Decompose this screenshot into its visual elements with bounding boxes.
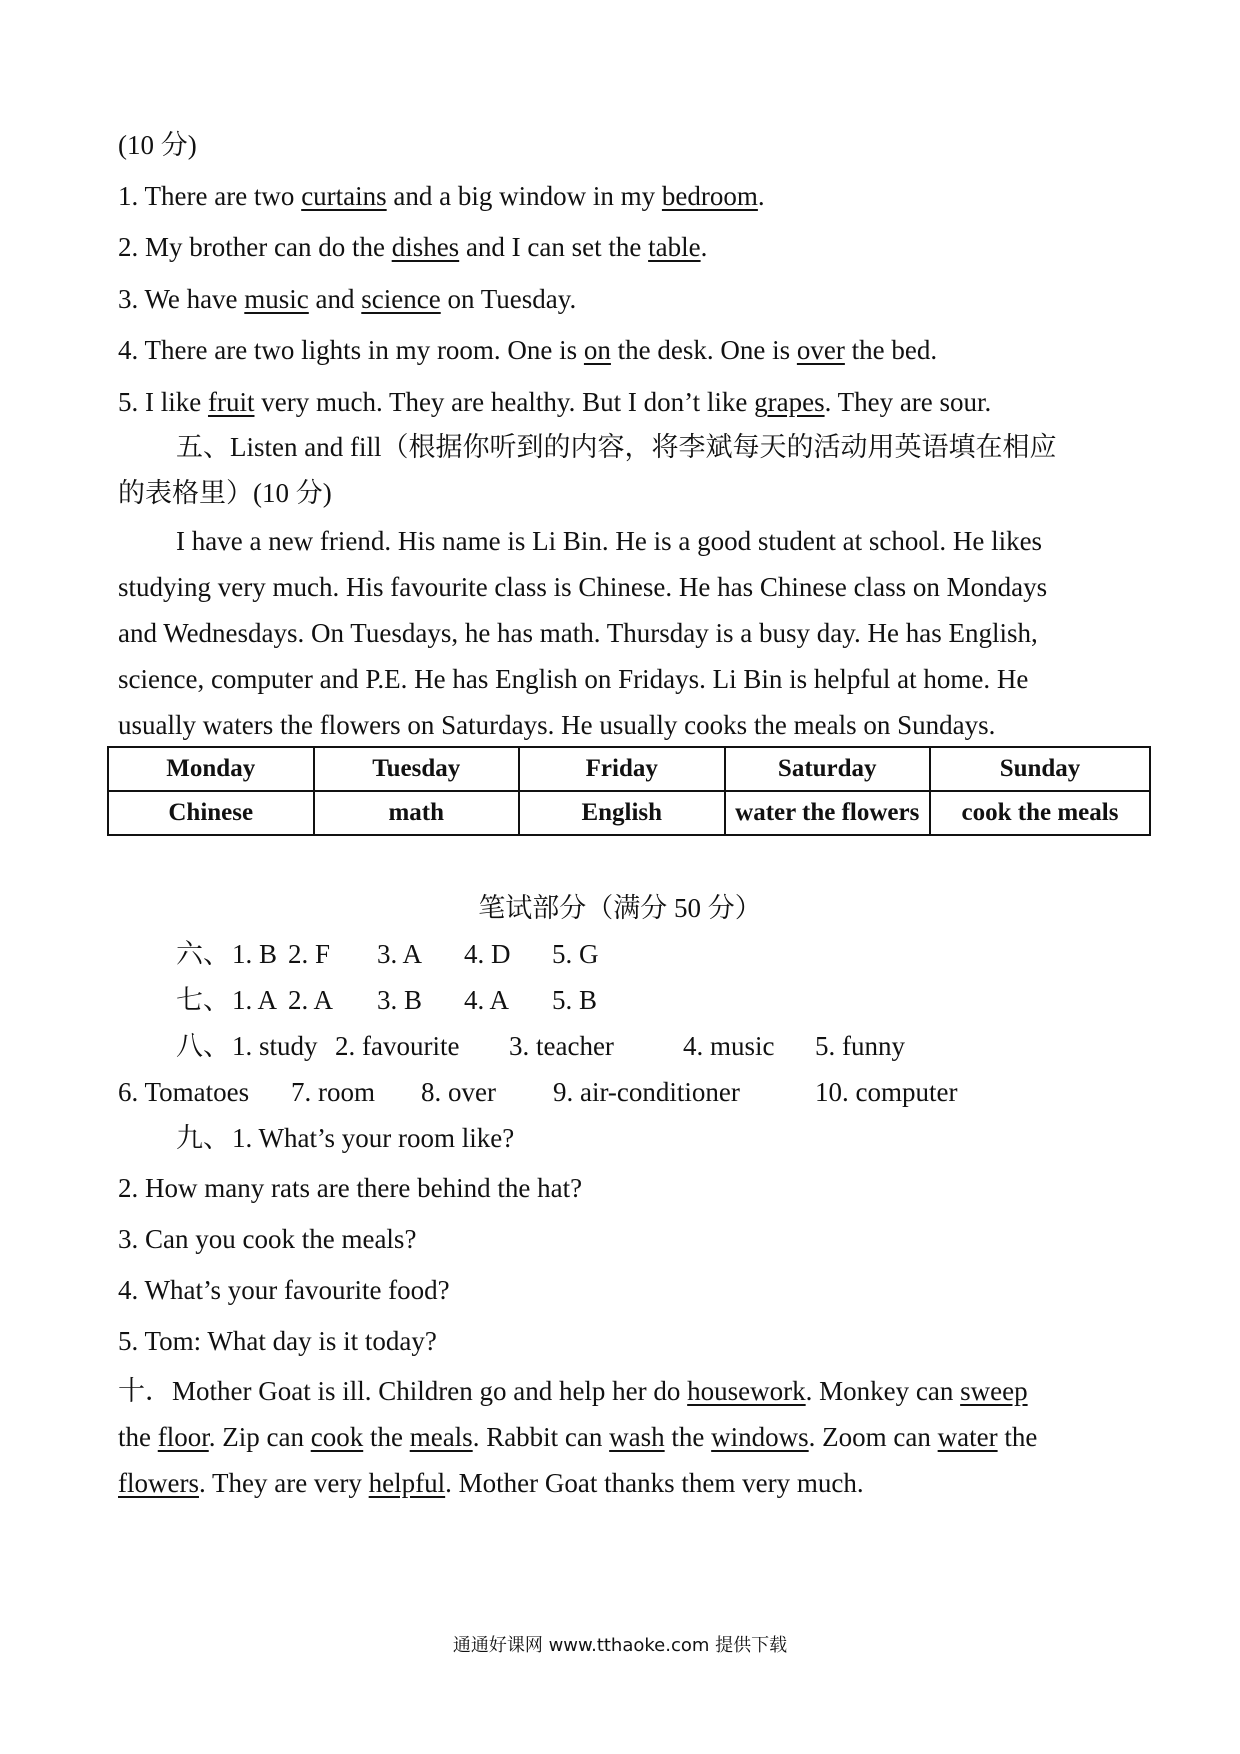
table-row <box>108 791 1150 835</box>
q5-passage-line-5: usually waters the flowers on Saturdays. He usually cooks the meals on Sundays. <box>118 710 996 740</box>
q8-answer: 10. computer <box>815 1077 958 1107</box>
written-part-title: 笔试部分（满分 50 分） <box>478 893 762 923</box>
table-header-cell: Friday <box>519 747 725 791</box>
q8-answer: 7. room <box>291 1077 375 1107</box>
table-cell: water the flowers <box>725 791 931 835</box>
q7-answer: 1. A <box>232 985 278 1015</box>
q9-answer: 2. How many rats are there behind the hat? <box>118 1173 583 1203</box>
q5-passage-line-1: I have a new friend. His name is Li Bin. He is a good student at school. He likes <box>176 526 1043 556</box>
q9-answer: 1. What’s your room like? <box>232 1123 515 1153</box>
page-footer: 通通好课网 www.tthaoke.com 提供下载 <box>452 1635 788 1656</box>
q7-answer: 3. B <box>377 985 423 1015</box>
q8-answer: 3. teacher <box>509 1031 614 1061</box>
q8-answer: 6. Tomatoes <box>118 1077 250 1107</box>
q6-answer: 5. G <box>552 939 599 969</box>
q6-answer: 2. F <box>288 939 331 969</box>
q5-passage-line-4: science, computer and P.E. He has English on Fridays. Li Bin is helpful at home. He <box>118 664 1029 694</box>
table-header-cell: Tuesday <box>314 747 520 791</box>
q4-item-5: 5. I like fruit very much. They are healthy. But I don’t like grapes. They are sour. <box>118 387 992 417</box>
q4-item-1: 1. There are two curtains and a big window in my bedroom. <box>118 181 765 211</box>
q6-answer: 4. D <box>464 939 511 969</box>
q7-answer: 5. B <box>552 985 598 1015</box>
q5-passage-line-3: and Wednesdays. On Tuesdays, he has math. Thursday is a busy day. He has English, <box>118 618 1038 648</box>
q8-answer: 5. funny <box>815 1031 905 1061</box>
q9-label: 九、 <box>176 1123 230 1153</box>
table-cell: math <box>314 791 520 835</box>
q8-answer: 1. study <box>232 1031 318 1061</box>
table-header-cell: Sunday <box>930 747 1150 791</box>
q4-item-4: 4. There are two lights in my room. One is on the desk. One is over the bed. <box>118 335 938 365</box>
q8-answer: 2. favourite <box>335 1031 460 1061</box>
table-header-cell: Saturday <box>725 747 931 791</box>
q7-answer: 2. A <box>288 985 334 1015</box>
q10-line-3: flowers. They are very helpful. Mother Goat thanks them very much. <box>118 1468 864 1498</box>
q9-answer: 4. What’s your favourite food? <box>118 1275 450 1305</box>
table-header-row <box>108 747 1150 791</box>
q6-label: 六、 <box>176 939 230 969</box>
q10-line-1: 十．Mother Goat is ill. Children go and help her do housework. Monkey can sweep <box>118 1376 1028 1406</box>
table-cell: cook the meals <box>930 791 1150 835</box>
table-cell: Chinese <box>108 791 314 835</box>
q4-item-3: 3. We have music and science on Tuesday. <box>118 284 577 314</box>
q5-answer-table <box>107 746 1151 836</box>
q10-label: 十． <box>118 1376 172 1406</box>
table-header-cell: Monday <box>108 747 314 791</box>
q8-answer: 9. air-conditioner <box>553 1077 740 1107</box>
q10-line-2: the floor. Zip can cook the meals. Rabbit can wash the windows. Zoom can water the <box>118 1422 1038 1452</box>
q8-label: 八、 <box>176 1031 230 1061</box>
q8-answer: 4. music <box>683 1031 775 1061</box>
q4-score: (10 分) <box>118 130 197 160</box>
q5-passage-line-2: studying very much. His favourite class is Chinese. He has Chinese class on Mondays <box>118 572 1048 602</box>
q7-label: 七、 <box>176 985 230 1015</box>
q7-answer: 4. A <box>464 985 510 1015</box>
q6-answer: 3. A <box>377 939 423 969</box>
q9-answer: 3. Can you cook the meals? <box>118 1224 417 1254</box>
q9-answer: 5. Tom: What day is it today? <box>118 1326 437 1356</box>
q5-heading-line-2: 的表格里）(10 分) <box>118 478 332 508</box>
q5-heading-line-1: 五、Listen and fill（根据你听到的内容，将李斌每天的活动用英语填在相应 <box>176 432 1057 462</box>
table-cell: English <box>519 791 725 835</box>
q6-answer: 1. B <box>232 939 278 969</box>
q8-answer: 8. over <box>421 1077 496 1107</box>
q4-item-2: 2. My brother can do the dishes and I can set the table. <box>118 232 708 262</box>
